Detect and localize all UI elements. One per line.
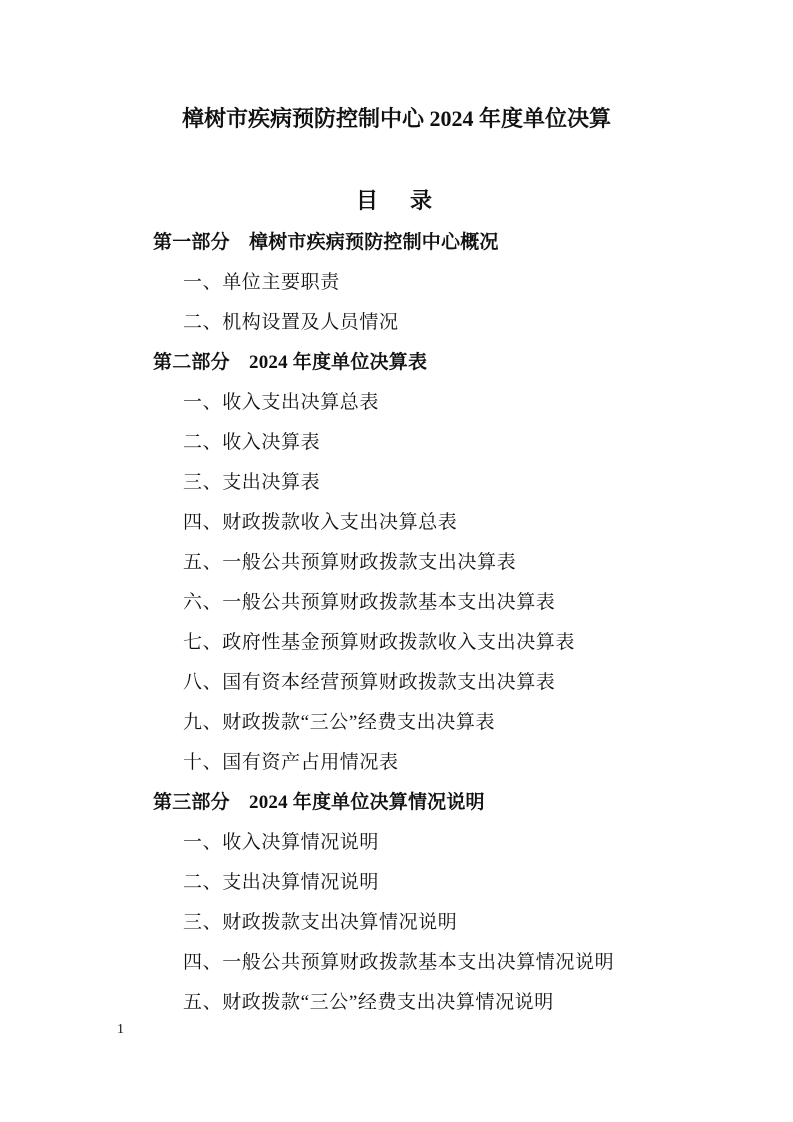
toc-item: 九、财政拨款“三公”经费支出决算表 bbox=[183, 711, 496, 733]
document-title: 樟树市疾病预防控制中心 2024 年度单位决算 bbox=[181, 106, 611, 131]
toc-item: 三、财政拨款支出决算情况说明 bbox=[183, 911, 458, 933]
toc-section-title-part3: 第三部分 2024 年度单位决算情况说明 bbox=[153, 791, 485, 813]
toc-item: 一、收入决算情况说明 bbox=[183, 831, 380, 853]
table-of-contents bbox=[0, 220, 793, 1020]
page-number: 1 bbox=[117, 1022, 124, 1037]
toc-section-title-part1: 第一部分 樟树市疾病预防控制中心概况 bbox=[153, 231, 499, 253]
toc-item: 五、财政拨款“三公”经费支出决算情况说明 bbox=[183, 991, 554, 1013]
toc-item: 三、支出决算表 bbox=[183, 471, 321, 493]
toc-item: 七、政府性基金预算财政拨款收入支出决算表 bbox=[183, 631, 576, 653]
toc-item: 六、一般公共预算财政拨款基本支出决算表 bbox=[183, 591, 556, 613]
toc-item: 四、一般公共预算财政拨款基本支出决算情况说明 bbox=[183, 951, 615, 973]
toc-item: 四、财政拨款收入支出决算总表 bbox=[183, 511, 458, 533]
toc-item: 二、支出决算情况说明 bbox=[183, 871, 380, 893]
toc-item: 二、机构设置及人员情况 bbox=[183, 311, 399, 333]
toc-item: 八、国有资本经营预算财政拨款支出决算表 bbox=[183, 671, 556, 693]
toc-item: 十、国有资产占用情况表 bbox=[183, 751, 399, 773]
toc-section-title-part2: 第二部分 2024 年度单位决算表 bbox=[153, 351, 428, 373]
toc-item: 二、收入决算表 bbox=[183, 431, 321, 453]
toc-item: 五、一般公共预算财政拨款支出决算表 bbox=[183, 551, 517, 573]
toc-heading: 目 录 bbox=[355, 188, 437, 213]
toc-item: 一、收入支出决算总表 bbox=[183, 391, 380, 413]
toc-item: 一、单位主要职责 bbox=[183, 271, 340, 293]
